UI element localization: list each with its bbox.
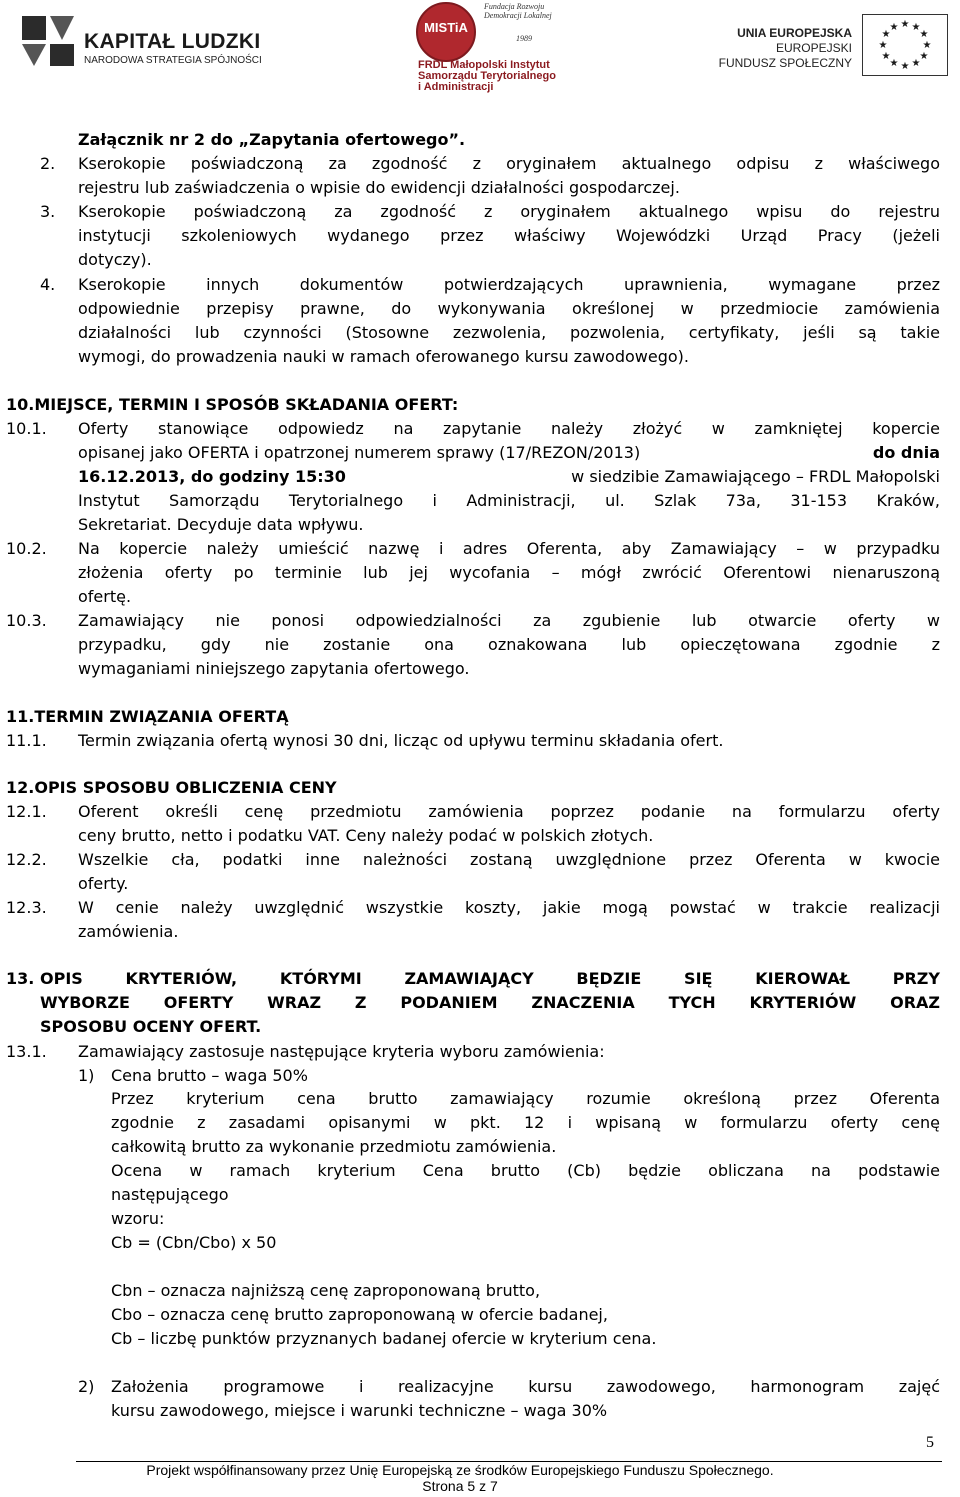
eu-stars-flag-icon xyxy=(862,14,948,76)
section-13-heading-line-1: OPIS KRYTERIÓW, KTÓRYMI ZAMAWIAJĄCY BĘDZIE SIĘ KIEROWAŁ PRZY xyxy=(40,969,940,988)
section-10-2-line-3: ofertę. xyxy=(78,587,132,606)
section-12-3-number: 12.3. xyxy=(6,898,47,917)
section-10-1-number: 10.1. xyxy=(6,419,47,438)
svg-text:★: ★ xyxy=(919,51,929,62)
frdl-mistia-logo xyxy=(412,0,556,93)
item-4-line-2: odpowiednie przepisy prawne, do wykonywania określonej w przedmiocie zamówienia xyxy=(78,299,940,318)
section-13-heading-number: 13. xyxy=(6,969,35,988)
kapital-ludzki-mark-icon xyxy=(18,12,78,68)
section-13-1-number: 13.1. xyxy=(6,1042,47,1061)
svg-text:★: ★ xyxy=(919,29,929,40)
section-10-1-deadline-label: do dnia xyxy=(872,443,940,462)
eu-line-3: FUNDUSZ SPOŁECZNY xyxy=(718,56,852,70)
criterion-1-definition-cbn: Cbn – oznacza najniższą cenę zaproponowaną brutto, xyxy=(111,1281,541,1300)
item-4-line-3: działalności lub czynności (Stosowne zezwolenia, pozwolenia, certyfikaty, jeśli są takie xyxy=(78,323,940,342)
section-12-2-line-1: Wszelkie cła, podatki inne należności zostaną uwzględnione przez Oferenta w kwocie xyxy=(78,850,940,869)
criterion-1-line-5: następującego xyxy=(111,1185,229,1204)
section-10-2-line-2: złożenia oferty po terminie lub jej wycofania – mógł zwrócić Oferentowi nienaruszoną xyxy=(78,563,940,582)
item-3-line-3: dotyczy). xyxy=(78,250,152,269)
criterion-1-line-2: zgodnie z zasadami opisanymi w pkt. 12 i wpisaną w formularzu oferty cenę xyxy=(111,1113,940,1132)
svg-text:★: ★ xyxy=(900,19,910,30)
criterion-1-line-6: wzoru: xyxy=(111,1209,165,1228)
kapital-ludzki-title: KAPITAŁ LUDZKI xyxy=(84,30,261,53)
page-header xyxy=(0,0,960,100)
item-3-line-2: instytucji szkoleniowych wydanego przez właściwy Wojewódzki Urząd Pracy (jeżeli xyxy=(78,226,940,245)
criterion-1-line-1: Przez kryterium cena brutto zamawiający rozumie określoną przez Oferenta xyxy=(111,1089,940,1108)
footer-page-of: Strona 5 z 7 xyxy=(422,1478,498,1494)
section-12-heading: 12.OPIS SPOSOBU OBLICZENIA CENY xyxy=(6,778,337,797)
section-10-2-line-1: Na kopercie należy umieścić nazwę i adres Oferenta, aby Zamawiający – w przypadku xyxy=(78,539,940,558)
section-13-1-line-1: Zamawiający zastosuje następujące kryteria wyboru zamówienia: xyxy=(78,1042,605,1061)
section-13-heading-line-3: SPOSOBU OCENY OFERT. xyxy=(40,1017,262,1036)
section-10-1-line-1: Oferty stanowiące odpowiedz na zapytanie należy złożyć w zamkniętej kopercie xyxy=(78,419,940,438)
footer-project-text: Projekt współfinansowany przez Unię Europejską ze środków Europejskiego Funduszu Społecznego. xyxy=(146,1462,774,1478)
section-12-1-number: 12.1. xyxy=(6,802,47,821)
section-10-3-line-3: wymaganiami niniejszego zapytania ofertowego. xyxy=(78,659,470,678)
mistia-word: MISTiA xyxy=(424,20,468,35)
section-11-1-line-1: Termin związania ofertą wynosi 30 dni, licząc od upływu terminu składania ofert. xyxy=(78,731,724,750)
item-4-line-1: Kserokopie innych dokumentów potwierdzających uprawnienia, wymagane przez xyxy=(78,275,940,294)
section-10-1-line-4: Instytut Samorządu Terytorialnego i Administracji, ul. Szlak 73a, 31-153 Kraków, xyxy=(78,491,940,510)
section-10-heading: 10.MIEJSCE, TERMIN I SPOSÓB SKŁADANIA OFERT: xyxy=(6,395,459,414)
criterion-1-formula: Cb = (Cbn/Cbo) x 50 xyxy=(111,1233,277,1252)
criterion-2-line-1: Założenia programowe i realizacyjne kursu zawodowego, harmonogram zajęć xyxy=(111,1377,940,1396)
mistia-institute-name: FRDL Małopolski Instytut Samorządu Terytorialnego i Administracji xyxy=(418,59,556,93)
section-12-3-line-1: W cenie należy uwzględnić wszystkie koszty, jakie mogą powstać w trakcie realizacji xyxy=(78,898,940,917)
svg-text:★: ★ xyxy=(911,22,921,33)
item-4-line-4: wymogi, do prowadzenia nauki w ramach oferowanego kursu zawodowego). xyxy=(78,347,689,366)
svg-text:★: ★ xyxy=(881,51,891,62)
section-12-1-line-2: ceny brutto, netto i podatku VAT. Ceny należy podać w polskich złotych. xyxy=(78,826,654,845)
section-10-3-line-2: przypadku, gdy nie zostanie ona oznakowana lub opieczętowana zgodnie z xyxy=(78,635,940,654)
kapital-ludzki-subtitle: NARODOWA STRATEGIA SPÓJNOŚCI xyxy=(84,55,262,66)
criterion-1-title: Cena brutto – waga 50% xyxy=(111,1066,308,1085)
mistia-foundation: Fundacja Rozwoju Demokracji Lokalnej xyxy=(484,2,552,20)
criterion-2-number: 2) xyxy=(78,1377,95,1396)
section-10-1-line-3-text: w siedzibie Zamawiającego – FRDL Małopolski xyxy=(571,467,940,486)
section-10-1-line-2-text: opisanej jako OFERTA i opatrzonej numerem sprawy (17/REZON/2013) xyxy=(78,443,641,462)
item-2-number: 2. xyxy=(40,154,56,173)
page-number: 5 xyxy=(926,1434,934,1451)
section-10-2-number: 10.2. xyxy=(6,539,47,558)
item-3-line-1: Kserokopie poświadczoną za zgodność z oryginałem aktualnego wpisu do rejestru xyxy=(78,202,940,221)
svg-text:★: ★ xyxy=(889,22,899,33)
svg-text:★: ★ xyxy=(881,29,891,40)
mistia-year: 1989 xyxy=(516,34,532,43)
eu-line-2: EUROPEJSKI xyxy=(775,41,852,55)
svg-text:★: ★ xyxy=(900,61,910,72)
section-12-2-line-2: oferty. xyxy=(78,874,129,893)
section-13-heading-line-2: WYBORZE OFERTY WRAZ Z PODANIEM ZNACZENIA TYCH KRYTERIÓW ORAZ xyxy=(40,993,940,1012)
section-10-1-deadline-date: 16.12.2013, do godziny 15:30 xyxy=(78,467,346,486)
item-2-line-2: rejestru lub zaświadczenia o wpisie do ewidencji działalności gospodarczej. xyxy=(78,178,680,197)
item-2-line-1: Kserokopie poświadczoną za zgodność z oryginałem aktualnego odpisu z właściwego xyxy=(78,154,940,173)
section-10-1-line-3 xyxy=(78,465,940,489)
criterion-1-definition-cbo: Cbo – oznacza cenę brutto zaproponowaną w ofercie badanej, xyxy=(111,1305,608,1324)
svg-text:★: ★ xyxy=(911,58,921,69)
section-10-1-line-2 xyxy=(78,441,940,465)
svg-text:★: ★ xyxy=(878,40,888,51)
kapital-ludzki-logo xyxy=(18,10,268,70)
criterion-1-number: 1) xyxy=(78,1066,95,1085)
criterion-2-line-2: kursu zawodowego, miejsce i warunki techniczne – waga 30% xyxy=(111,1401,608,1420)
section-12-3-line-2: zamówienia. xyxy=(78,922,179,941)
criterion-1-definition-cb: Cb – liczbę punktów przyznanych badanej ofercie w kryterium cena. xyxy=(111,1329,657,1348)
item-3-number: 3. xyxy=(40,202,56,221)
svg-text:★: ★ xyxy=(889,58,899,69)
section-10-3-number: 10.3. xyxy=(6,611,47,630)
section-10-1-line-5: Sekretariat. Decyduje data wpływu. xyxy=(78,515,364,534)
svg-text:★: ★ xyxy=(922,40,932,51)
attachment-title: Załącznik nr 2 do „Zapytania ofertowego”. xyxy=(78,130,466,149)
eu-logo-text xyxy=(712,26,852,71)
item-4-number: 4. xyxy=(40,275,56,294)
eu-line-1: UNIA EUROPEJSKA xyxy=(737,26,852,40)
section-12-2-number: 12.2. xyxy=(6,850,47,869)
eu-logo xyxy=(712,14,948,84)
criterion-1-line-4: Ocena w ramach kryterium Cena brutto (Cb) będzie obliczana na podstawie xyxy=(111,1161,940,1180)
criterion-1-line-3: całkowitą brutto za wykonanie przedmiotu zamówienia. xyxy=(111,1137,557,1156)
section-10-3-line-1: Zamawiający nie ponosi odpowiedzialności za zgubienie lub otwarcie oferty w xyxy=(78,611,940,630)
section-12-1-line-1: Oferent określi cenę przedmiotu zamówienia poprzez podanie na formularzu oferty xyxy=(78,802,940,821)
section-11-heading: 11.TERMIN ZWIĄZANIA OFERTĄ xyxy=(6,707,289,726)
section-11-1-number: 11.1. xyxy=(6,731,47,750)
